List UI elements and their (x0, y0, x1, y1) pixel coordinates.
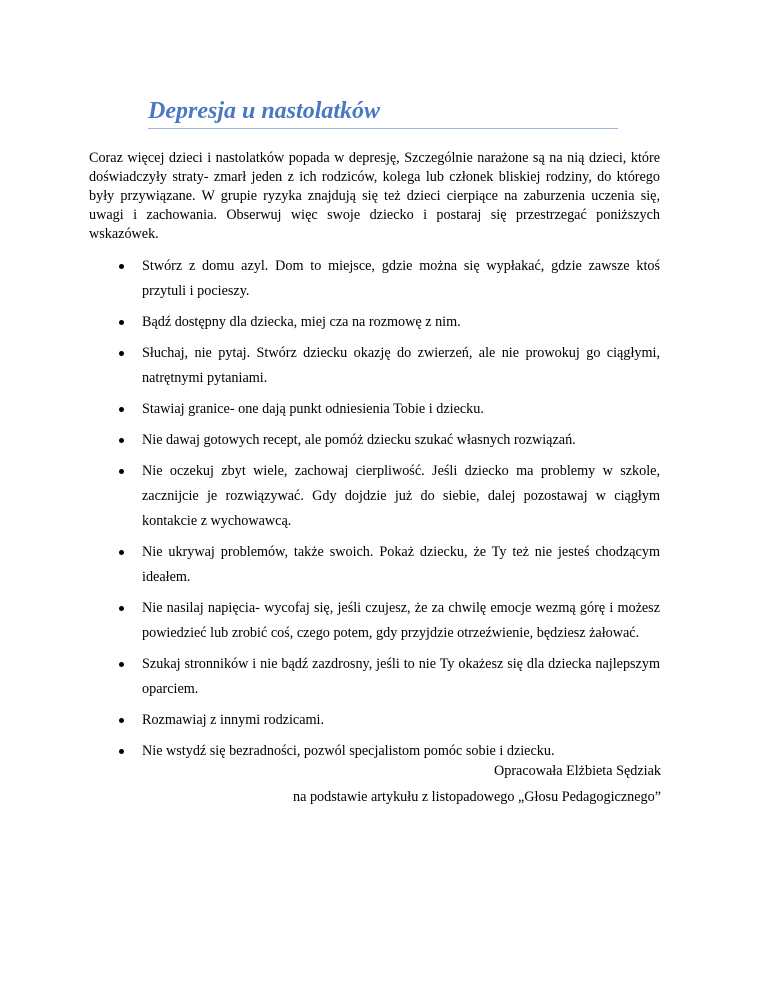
bullet-icon (119, 407, 124, 412)
list-item (89, 596, 660, 646)
list-item-text: Rozmawiaj z innymi rodzicami. (142, 712, 325, 728)
author-line: Opracowała Elżbieta Sędziak (493, 763, 661, 779)
list-item (89, 310, 660, 335)
list-item (89, 540, 660, 590)
list-item (89, 652, 660, 702)
signature-block (293, 758, 661, 810)
bullet-icon (119, 718, 124, 723)
list-item-text: Nie wstydź się bezradności, pozwól specjalistom pomóc sobie i dziecku. (142, 743, 555, 759)
tips-list (89, 254, 660, 770)
bullet-icon (119, 749, 124, 754)
bullet-icon (119, 606, 124, 611)
page-title: Depresja u nastolatków (148, 98, 381, 124)
list-item-text: Nie oczekuj zbyt wiele, zachowaj cierpliwość. Jeśli dziecko ma problemy w szkole, zacznijcie je rozwiązywać. Gdy dojdzie już do siebie, dalej pozostawaj w ciągłym kontakcie z wychowawcą. (142, 463, 660, 529)
list-item-text: Szukaj stronników i nie bądź zazdrosny, jeśli to nie Ty okażesz się dla dziecka najlepszym oparciem. (142, 656, 660, 697)
list-item (89, 254, 660, 304)
list-item-text: Stwórz z domu azyl. Dom to miejsce, gdzie można się wypłakać, gdzie zawsze ktoś przytuli i pocieszy. (142, 258, 660, 299)
bullet-icon (119, 320, 124, 325)
list-item (89, 708, 660, 733)
intro-paragraph: Coraz więcej dzieci i nastolatków popada w depresję, Szczególnie narażone są na nią dzieci, które doświadczyły straty- zmarł jeden z ich rodziców, kolega lub członek bliskiej rodziny, do którego były przywiązane. W grupie ryzyka znajdują się też dzieci cierpiące na zaburzenia uczenia się, uwagi i zachowania. Obserwuj więc swoje dziecko i postaraj się przestrzegać poniższych wskazówek. (89, 150, 660, 242)
list-item (89, 459, 660, 534)
source-line: na podstawie artykułu z listopadowego „Głosu Pedagogicznego” (293, 789, 661, 805)
bullet-icon (119, 351, 124, 356)
list-item (89, 341, 660, 391)
list-item (89, 428, 660, 453)
list-item-text: Stawiaj granice- one dają punkt odniesienia Tobie i dziecku. (142, 401, 484, 417)
list-item (89, 397, 660, 422)
list-item-text: Słuchaj, nie pytaj. Stwórz dziecku okazję do zwierzeń, ale nie prowokuj go ciągłymi, natrętnymi pytaniami. (142, 345, 660, 386)
list-item-text: Nie nasilaj napięcia- wycofaj się, jeśli czujesz, że za chwilę emocje wezmą górę i możesz powiedzieć lub zrobić coś, czego potem, gdy przyjdzie otrzeźwienie, będziesz żałować. (142, 600, 660, 641)
bullet-icon (119, 438, 124, 443)
title-underline (148, 128, 618, 129)
bullet-icon (119, 469, 124, 474)
bullet-icon (119, 662, 124, 667)
list-item-text: Nie ukrywaj problemów, także swoich. Pokaż dziecku, że Ty też nie jesteś chodzącym ideałem. (142, 544, 660, 585)
list-item-text: Bądź dostępny dla dziecka, miej cza na rozmowę z nim. (142, 314, 461, 330)
list-item-text: Nie dawaj gotowych recept, ale pomóż dziecku szukać własnych rozwiązań. (142, 432, 576, 448)
bullet-icon (119, 550, 124, 555)
bullet-icon (119, 264, 124, 269)
